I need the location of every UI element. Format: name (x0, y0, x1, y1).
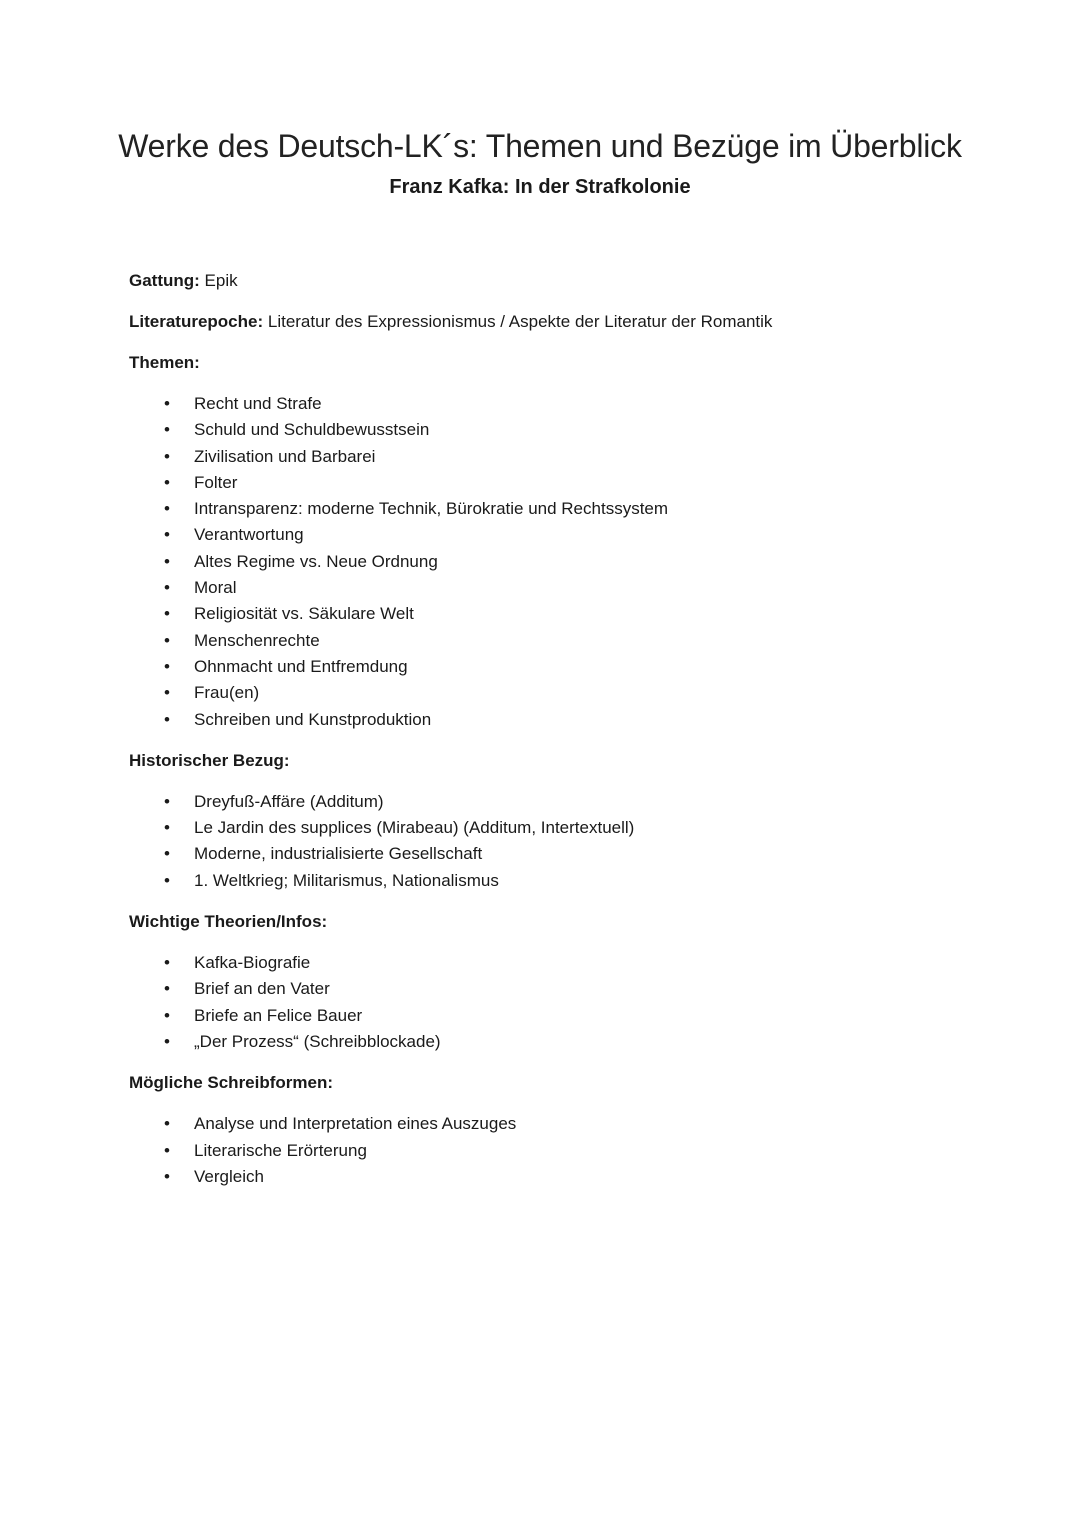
list-item-text: Literarische Erörterung (194, 1140, 367, 1160)
page-title: Werke des Deutsch-LK´s: Themen und Bezüge im Überblick (118, 128, 962, 164)
bullet-icon: • (164, 394, 170, 413)
list-item (129, 575, 989, 601)
section-historischer-bezug (129, 748, 989, 894)
list-item-text: Altes Regime vs. Neue Ordnung (194, 551, 438, 571)
section-heading: Wichtige Theorien/Infos: (129, 912, 328, 932)
list-item (129, 522, 989, 548)
bullet-icon: • (164, 630, 170, 650)
section-wichtige-theorien (129, 909, 989, 1055)
list-item-text: Moral (194, 578, 237, 598)
list-item (129, 707, 989, 733)
field-value: Literatur des Expressionismus / Aspekte der Literatur der Romantik (263, 312, 773, 331)
list-item (129, 391, 989, 417)
list-item (129, 1003, 989, 1029)
list-item (129, 444, 989, 470)
list-item-text: Religiosität vs. Säkulare Welt (194, 604, 414, 624)
list-item (129, 680, 989, 706)
list-item (129, 976, 989, 1002)
bullet-list (129, 1111, 989, 1190)
field-literaturepoche (129, 309, 989, 335)
list-item (129, 549, 989, 575)
list-item-text: Analyse und Interpretation eines Auszuges (194, 1114, 517, 1134)
list-item-text: Moderne, industrialisierte Gesellschaft (194, 844, 483, 864)
list-item-text: Frau(en) (194, 683, 260, 703)
list-item-text: Vergleich (194, 1166, 264, 1186)
bullet-icon: • (164, 551, 170, 571)
list-item (129, 601, 989, 627)
bullet-icon: • (164, 1031, 170, 1051)
section-schreibformen (129, 1070, 989, 1190)
list-item (129, 417, 989, 443)
field-label: Gattung: (129, 271, 200, 290)
list-item-text: Le Jardin des supplices (Mirabeau) (Additum, Intertextuell) (194, 818, 635, 838)
list-item-text: Schuld und Schuldbewusstsein (194, 420, 430, 440)
bullet-icon: • (164, 870, 170, 890)
bullet-icon: • (164, 420, 170, 440)
list-item (129, 654, 989, 680)
bullet-icon: • (164, 499, 170, 519)
list-item (129, 1029, 989, 1055)
list-item-text: Dreyfuß-Affäre (Additum) (194, 791, 384, 811)
list-item-text: Zivilisation und Barbarei (194, 446, 376, 466)
bullet-icon: • (164, 1005, 170, 1025)
bullet-icon: • (164, 818, 170, 838)
bullet-icon: • (164, 578, 170, 598)
bullet-icon: • (164, 953, 170, 973)
bullet-icon: • (164, 683, 170, 703)
bullet-icon: • (164, 1140, 170, 1160)
list-item (129, 1111, 989, 1137)
list-item-text: Recht und Strafe (194, 394, 322, 413)
list-item (129, 815, 989, 841)
section-themen (129, 350, 989, 733)
bullet-icon: • (164, 1166, 170, 1186)
page-subtitle: Franz Kafka: In der Strafkolonie (389, 176, 691, 198)
document-body (129, 268, 989, 1205)
list-item-text: Ohnmacht und Entfremdung (194, 656, 408, 676)
bullet-icon: • (164, 1114, 170, 1134)
field-value: Epik (199, 271, 238, 290)
bullet-list (129, 391, 989, 733)
bullet-icon: • (164, 656, 170, 676)
list-item (129, 950, 989, 976)
list-item (129, 789, 989, 815)
list-item (129, 1138, 989, 1164)
list-item-text: Briefe an Felice Bauer (194, 1005, 363, 1025)
section-heading: Mögliche Schreibformen: (129, 1073, 334, 1093)
bullet-icon: • (164, 446, 170, 466)
list-item-text: Verantwortung (194, 525, 304, 545)
bullet-list (129, 950, 989, 1055)
bullet-icon: • (164, 844, 170, 864)
list-item-text: Kafka-Biografie (194, 953, 311, 973)
bullet-list (129, 789, 989, 894)
bullet-icon: • (164, 791, 170, 811)
list-item-text: Folter (194, 472, 238, 492)
list-item-text: Brief an den Vater (194, 979, 330, 999)
bullet-icon: • (164, 525, 170, 545)
list-item (129, 470, 989, 496)
list-item (129, 868, 989, 894)
list-item (129, 841, 989, 867)
list-item-text: Schreiben und Kunstproduktion (194, 709, 432, 729)
list-item-text: „Der Prozess“ (Schreibblockade) (194, 1031, 441, 1051)
section-heading: Historischer Bezug: (129, 750, 290, 770)
list-item-text: 1. Weltkrieg; Militarismus, Nationalismus (194, 870, 499, 890)
bullet-icon: • (164, 472, 170, 492)
list-item (129, 1164, 989, 1190)
bullet-icon: • (164, 604, 170, 624)
section-heading: Themen: (129, 353, 200, 372)
bullet-icon: • (164, 979, 170, 999)
list-item (129, 628, 989, 654)
list-item (129, 496, 989, 522)
field-gattung (129, 268, 989, 294)
bullet-icon: • (164, 709, 170, 729)
list-item-text: Intransparenz: moderne Technik, Bürokratie und Rechtssystem (194, 499, 669, 519)
list-item-text: Menschenrechte (194, 630, 320, 650)
field-label: Literaturepoche: (129, 312, 264, 331)
